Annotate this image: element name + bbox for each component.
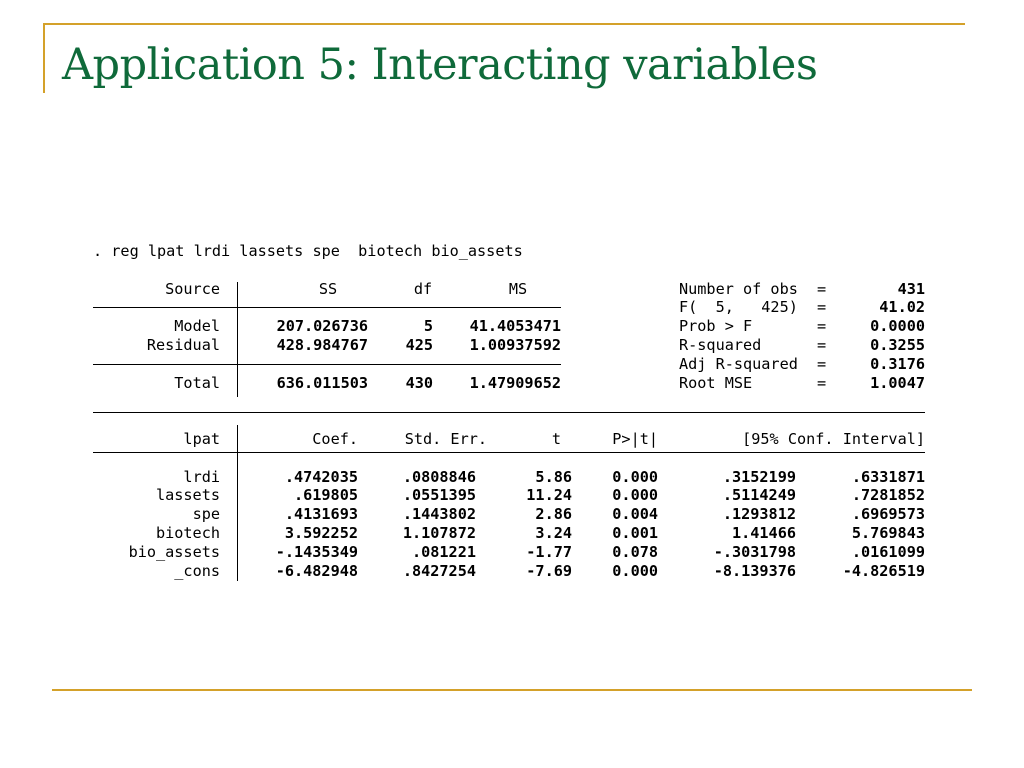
coef-row-biotech [93,524,925,543]
anova-separator [93,364,561,365]
anova-row-model [93,317,925,336]
coef-se: 1.107872 [402,523,476,542]
stat-equals: = [817,279,827,298]
coef-se: .8427254 [402,561,476,580]
anova-separator-row [93,298,925,317]
stat-value: 41.02 [879,298,925,317]
coef-p: 0.000 [612,486,658,505]
anova-source: Total [174,373,220,392]
stat-value: 431 [897,279,925,298]
coef-ci-low: .3152199 [722,467,796,486]
coef-p: 0.004 [612,505,658,524]
blank-line [93,261,925,280]
stat-value: 0.3176 [870,354,925,373]
stat-equals: = [817,335,827,354]
coef-ci-high: 5.769843 [851,523,925,542]
coef-ci-low: -.3031798 [713,542,796,561]
stat-label: Number of obs [679,279,798,298]
anova-ms: 1.00937592 [469,335,561,354]
coef-row-lassets [93,486,925,505]
command-line [93,242,925,261]
coef-ci-high: .0161099 [851,542,925,561]
anova-header-ms: MS [508,279,528,298]
stat-label: F( 5, 425) [679,298,798,317]
coef-header-t: t [551,429,561,448]
stat-label: Prob > F [679,317,753,336]
title-frame-top-rule [43,23,965,25]
coef-header-se: Std. Err. [404,429,487,448]
coef-value: .619805 [293,486,358,505]
coef-header-row [93,430,925,449]
coef-value: .4742035 [284,467,358,486]
anova-row-total [93,374,925,393]
coef-var: lassets [155,486,220,505]
stat-equals: = [817,373,827,392]
coef-header-ci: [95% Conf. Interval] [742,429,925,448]
coef-se: .081221 [411,542,476,561]
anova-header-row [93,280,925,299]
coef-header-coef: Coef. [312,429,358,448]
coef-row-cons [93,562,925,581]
anova-ss: 636.011503 [276,373,368,392]
stat-label: R-squared [679,335,762,354]
coef-se: .0808846 [402,467,476,486]
anova-ms: 41.4053471 [469,317,561,336]
coef-separator [93,452,925,453]
coef-se: .0551395 [402,486,476,505]
coef-value: .4131693 [284,505,358,524]
anova-header-ss: SS [318,279,338,298]
stat-label: Adj R-squared [679,354,798,373]
coef-ci-low: .5114249 [722,486,796,505]
coef-p: 0.000 [612,467,658,486]
coef-top-rule-row [93,411,925,430]
stat-equals: = [817,354,827,373]
anova-df: 425 [405,335,433,354]
coef-t: 11.24 [526,486,572,505]
coef-top-rule [93,412,925,413]
stat-value: 0.3255 [870,335,925,354]
anova-source: Residual [146,335,220,354]
coef-p: 0.000 [612,561,658,580]
anova-df: 5 [423,317,433,336]
coef-var: bio_assets [128,542,220,561]
coef-var: lrdi [183,467,220,486]
coef-row-bio-assets [93,543,925,562]
coef-row-lrdi [93,468,925,487]
anova-header-source: Source [165,279,220,298]
coef-var: spe [192,505,220,524]
coef-ci-high: .6969573 [851,505,925,524]
anova-header-df: df [413,279,433,298]
coef-t: -7.69 [526,561,572,580]
anova-ms: 1.47909652 [469,373,561,392]
coef-value: -.1435349 [275,542,358,561]
anova-df: 430 [405,373,433,392]
coef-ci-low: 1.41466 [731,523,796,542]
coef-ci-high: .6331871 [851,467,925,486]
coef-se: .1443802 [402,505,476,524]
stat-equals: = [817,298,827,317]
anova-ss: 207.026736 [276,317,368,336]
regress-command: . reg lpat lrdi lassets spe biotech bio_assets [93,242,523,260]
coef-var: biotech [155,523,220,542]
coef-ci-low: -8.139376 [713,561,796,580]
anova-vertical-rule [237,282,238,397]
stat-label: Root MSE [679,373,753,392]
stata-output [93,242,925,580]
coef-t: 3.24 [535,523,572,542]
coef-value: 3.592252 [284,523,358,542]
coef-var: _cons [174,561,220,580]
stat-value: 0.0000 [870,317,925,336]
title-frame-left-rule [43,23,45,93]
anova-separator [93,307,561,308]
coef-row-spe [93,505,925,524]
footer-rule [52,689,972,691]
coef-t: -1.77 [526,542,572,561]
anova-source: Model [174,317,220,336]
anova-separator-row [93,355,925,374]
blank-line [93,392,925,411]
stat-value: 1.0047 [870,373,925,392]
coef-header-p: P>|t| [612,429,658,448]
coef-vertical-rule [237,425,238,581]
anova-row-residual [93,336,925,355]
coef-t: 2.86 [535,505,572,524]
coef-ci-low: .1293812 [722,505,796,524]
coef-ci-high: -4.826519 [842,561,925,580]
coef-value: -6.482948 [275,561,358,580]
coef-header-var: lpat [183,429,220,448]
anova-ss: 428.984767 [276,335,368,354]
stat-equals: = [817,317,827,336]
coef-t: 5.86 [535,467,572,486]
coef-p: 0.001 [612,523,658,542]
coef-ci-high: .7281852 [851,486,925,505]
slide-title: Application 5: Interacting variables [62,40,818,90]
coef-p: 0.078 [612,542,658,561]
coef-separator-row [93,449,925,468]
